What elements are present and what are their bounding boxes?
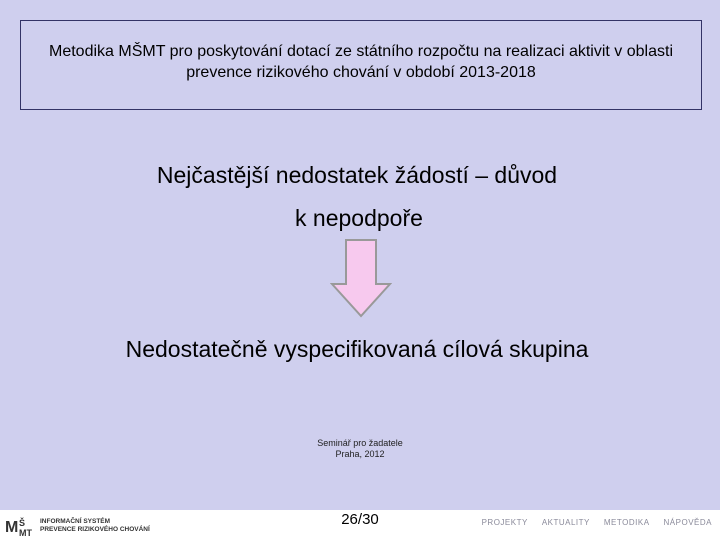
nav-aktuality[interactable]: AKTUALITY — [541, 518, 590, 527]
footer-bar — [0, 510, 720, 540]
svg-text:M: M — [5, 519, 19, 536]
nav-projekty[interactable]: PROJEKTY — [481, 518, 528, 527]
nav-metodika[interactable]: METODIKA — [603, 518, 650, 527]
seminar-info — [290, 438, 430, 460]
down-arrow-icon — [330, 239, 392, 318]
heading-line-1: Nejčastější nedostatek žádostí – důvod — [156, 162, 558, 188]
footer-nav — [482, 518, 712, 527]
msmt-logo-icon — [5, 515, 35, 537]
logo-line-1: INFORMAČNÍ SYSTÉM — [40, 518, 111, 525]
seminar-line-2: Praha, 2012 — [335, 449, 385, 459]
nav-napoveda[interactable]: NÁPOVĚDA — [663, 518, 712, 527]
header-box — [20, 20, 702, 110]
seminar-line-1: Seminář pro žadatele — [317, 438, 403, 448]
page-title: Metodika MŠMT pro poskytování dotací ze státního rozpočtu na realizaci aktivit v oblasti prevence rizikového chování v období 2013-2018 — [49, 43, 673, 81]
logo-text — [40, 518, 150, 534]
msmt-logo — [5, 514, 150, 538]
svg-text:MT: MT — [19, 528, 32, 537]
logo-line-2: PREVENCE RIZIKOVÉHO CHOVÁNÍ — [40, 526, 150, 533]
svg-text:Š: Š — [19, 518, 26, 528]
target-group-text: Nedostatečně vyspecifikovaná cílová skupina — [125, 336, 589, 362]
page-number: 26/30 — [341, 511, 379, 528]
heading-line-2: k nepodpoře — [295, 205, 423, 231]
